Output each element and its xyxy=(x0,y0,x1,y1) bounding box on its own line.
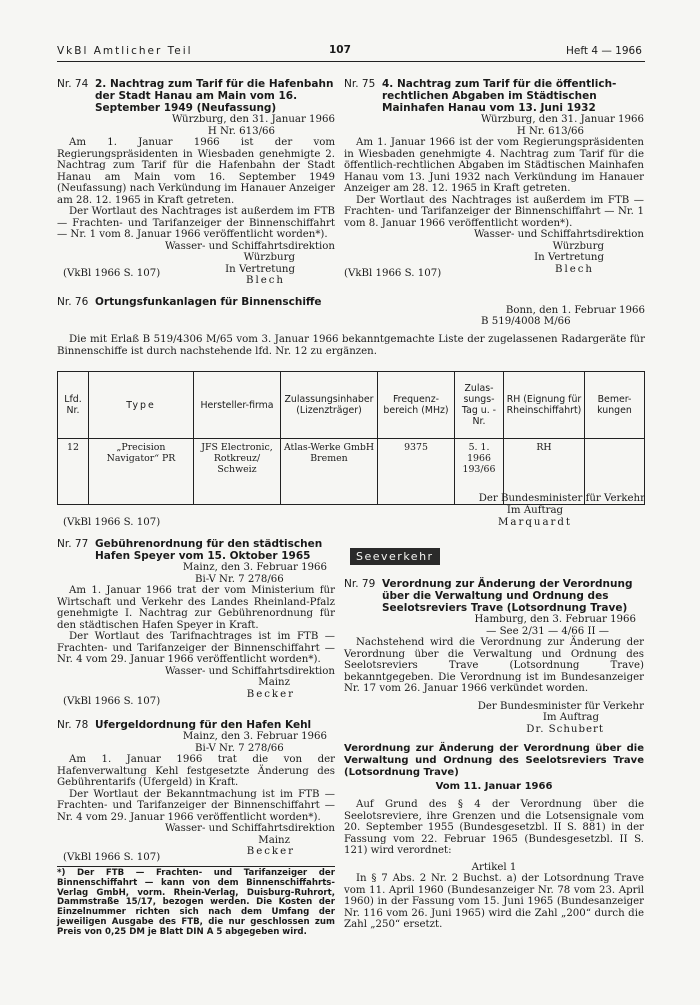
nr77-number: Nr. 77 xyxy=(57,538,89,550)
nr75-ref: H Nr. 613/66 xyxy=(516,125,584,137)
cell-hersteller: JFS Electronic, Rotkreuz/ Schweiz xyxy=(194,439,281,505)
cell-type: „Precision Navigator“ PR xyxy=(89,439,194,505)
col-zulassungsinhaber: Zulassungsinhaber (Lizenzträger) xyxy=(281,372,378,439)
header-left: VkBl Amtlicher Teil xyxy=(57,45,193,57)
nr74-sig1: Wasser- und Schiffahrtsdirektion xyxy=(164,240,335,252)
nr79-vo-date: Vom 11. Januar 1966 xyxy=(435,781,553,792)
cell-lfd-nr: 12 xyxy=(58,439,89,505)
nr74-para1: Am 1. Januar 1966 ist der vom Regierungspräsidenten in Wiesbaden genehmigte 2. Nachtrag zum Tarif für die Hafenbahn der Stadt Hanau am Main vom 16. September 1949 (Neufassung) nach Verkündung im Hanauer Anzeiger am 28. 12. 1965 in Kraft getreten. xyxy=(57,137,335,206)
nr79-art-para: In § 7 Abs. 2 Nr. 2 Buchst. a) der Lotsordnung Trave vom 11. April 1960 (Bundesanzeiger Nr. 78 vom 23. April 1960) in der Fassung vom 15. Juni 1965 (Bundesanzeiger Nr. 116 vom 26. Juni 1965) wird die Zahl „200“ durch die Zahl „250“ ersetzt. xyxy=(344,873,644,930)
col-rh: RH (Eignung für Rheinschiffahrt) xyxy=(504,372,585,439)
nr77-sig1: Wasser- und Schiffahrtsdirektion xyxy=(164,665,335,677)
cell-zulassungstag: 5. 1. 1966 193/66 xyxy=(455,439,504,505)
cell-rh: RH xyxy=(504,439,585,505)
col-bemerkungen: Bemer-kungen xyxy=(585,372,645,439)
col-frequenz: Frequenz-bereich (MHz) xyxy=(378,372,455,439)
section-nr74 xyxy=(57,78,335,287)
nr77-ref: Bi-V Nr. 7 278/66 xyxy=(195,573,284,585)
nr76-sig3: Marquardt xyxy=(497,517,573,528)
nr77-title: Gebührenordnung für den städtischen Hafen Speyer vom 15. Oktober 1965 xyxy=(95,538,323,562)
nr75-cite: (VkBl 1966 S. 107) xyxy=(344,268,442,279)
nr77-sig3: Becker xyxy=(246,688,295,700)
nr75-place-date: Würzburg, den 31. Januar 1966 xyxy=(481,114,644,125)
radar-table-header xyxy=(58,372,645,439)
nr78-sig2: Mainz xyxy=(258,834,290,846)
nr77-para1: Am 1. Januar 1966 trat der vom Ministerium für Wirtschaft und Verkehr des Landes Rheinland-Pfalz genehmigte I. Nachtrag zur Gebührenordnung für den städtischen Hafen Speyer in Kraft. xyxy=(57,585,335,631)
nr79-vo-para: Auf Grund des § 4 der Verordnung über die Seelotsreviere, ihre Grenzen und die Lotsensignale vom 20. September 1955 (Bundesgesetzbl. II S. 881) in der Fassung vom 22. Februar 1965 (Bundesgesetzbl. II S. 121) wird verordnet: xyxy=(344,799,644,856)
nr74-place-date: Würzburg, den 31. Januar 1966 xyxy=(172,114,335,125)
nr74-sig3: In Vertretung xyxy=(225,263,295,275)
nr75-para1: Am 1. Januar 1966 ist der vom Regierungspräsidenten in Wiesbaden genehmigte 4. Nachtrag zum Tarif für die öffentlich-rechtlichen Abgaben im Städtischen Mainhafen Hanau vom 13. Juni 1932 nach Verkündung im Hanauer Anzeiger am 28. 12. 1965 in Kraft getreten. xyxy=(344,137,644,194)
header-right: Heft 4 — 1966 xyxy=(566,45,642,57)
nr79-artikel: Artikel 1 xyxy=(471,861,517,873)
col-hersteller: Hersteller-firma xyxy=(194,372,281,439)
nr75-sig1: Wasser- und Schiffahrtsdirektion xyxy=(473,229,644,240)
nr78-title: Ufergeldordnung für den Hafen Kehl xyxy=(95,719,312,731)
radar-table xyxy=(57,371,645,505)
footnote: *) Der FTB — Frachten- und Tarifanzeiger der Binnenschiffahrt — kann von dem Binnenschiffahrts-Verlag GmbH, vorm. Rhein-Verlag, Duisburg-Ruhrort, Dammstraße 15/17, bezogen werden. Die Kosten der Einzelnummer richten sich nach dem Umfang der jeweiligen Ausgabe des FTB, die nur geschlossen zum Preis von 0,25 DM je Blatt DIN A 5 abgegeben wird. xyxy=(57,868,335,937)
nr77-para2: Der Wortlaut des Tarifnachtrages ist im FTB — Frachten- und Tarifanzeiger der Binnenschiffahrt — Nr. 4 vom 29. Januar 1966 veröffentlicht worden*). xyxy=(57,631,335,665)
nr75-sig4: Blech xyxy=(554,263,594,275)
col-type: Type xyxy=(89,372,194,439)
nr78-sig3: Becker xyxy=(246,846,295,857)
section-nr79 xyxy=(344,578,644,931)
nr79-sig3: Dr. Schubert xyxy=(526,723,604,735)
nr76-sig2: Im Auftrag xyxy=(506,505,564,516)
nr79-sig1: Der Bundesminister für Verkehr xyxy=(477,700,644,712)
nr76-number: Nr. 76 xyxy=(57,296,89,308)
nr74-sig2: Würzburg xyxy=(243,252,295,263)
cell-zulassungsinhaber: Atlas-Werke GmbH Bremen xyxy=(281,439,378,505)
nr79-number: Nr. 79 xyxy=(344,578,376,590)
nr75-title: 4. Nachtrag zum Tarif für die öffentlich-rechtlichen Abgaben im Städtischen Mainhafen Hanau vom 13. Juni 1932 xyxy=(382,78,617,114)
nr74-para2: Der Wortlaut des Nachtrages ist außerdem im FTB — Frachten- und Tarifanzeiger der Binnenschiffahrt — Nr. 1 vom 8. Januar 1966 veröffentlicht worden*). xyxy=(57,206,335,240)
nr76-title: Ortungsfunkanlagen für Binnenschiffe xyxy=(95,296,322,308)
nr76-intro: Die mit Erlaß B 519/4306 M/65 vom 3. Januar 1966 bekanntgemachte Liste der zugelassenen Radargeräte für Binnenschiffe ist durch nachstehende lfd. Nr. 12 zu ergänzen. xyxy=(57,334,645,357)
nr78-sig1: Wasser- und Schiffahrtsdirektion xyxy=(164,823,335,834)
nr78-cite: (VkBl 1966 S. 107) xyxy=(63,852,161,863)
nr78-place-date: Mainz, den 3. Februar 1966 xyxy=(182,731,327,742)
nr74-cite: (VkBl 1966 S. 107) xyxy=(63,268,161,279)
section-heading-seeverkehr: Seeverkehr xyxy=(350,548,440,565)
nr75-para2: Der Wortlaut des Nachtrages ist außerdem im FTB — Frachten- und Tarifanzeiger der Binnenschiffahrt — Nr. 1 vom 8. Januar 1966 veröffentlicht worden*). xyxy=(344,194,644,229)
footnote-rule xyxy=(57,866,335,867)
nr78-para1: Am 1. Januar 1966 trat die von der Hafenverwaltung Kehl festgesetzte Änderung des Gebührentarifs (Ufergeld) in Kraft. xyxy=(57,754,335,788)
nr75-number: Nr. 75 xyxy=(344,78,376,90)
nr75-sig3: In Vertretung xyxy=(534,252,604,263)
nr74-number: Nr. 74 xyxy=(57,78,89,90)
nr75-sig2: Würzburg xyxy=(552,240,604,252)
section-nr77 xyxy=(57,538,335,700)
section-nr75 xyxy=(344,78,644,275)
nr78-ref: Bi-V Nr. 7 278/66 xyxy=(195,742,284,754)
nr76-place-date: Bonn, den 1. Februar 1966 xyxy=(505,305,645,316)
col-zulassungstag: Zulas-sungs-Tag u. -Nr. xyxy=(455,372,504,439)
section-nr78 xyxy=(57,719,335,858)
nr74-title: 2. Nachtrag zum Tarif für die Hafenbahn der Stadt Hanau am Main vom 16. September 1949 (Neufassung) xyxy=(95,78,334,114)
nr77-place-date: Mainz, den 3. Februar 1966 xyxy=(182,562,327,573)
nr79-title: Verordnung zur Änderung der Verordnung über die Verwaltung und Ordnung des Seelotsreviers Trave (Lotsordnung Trave) xyxy=(382,578,633,614)
nr77-sig2: Mainz xyxy=(258,677,290,688)
nr77-cite: (VkBl 1966 S. 107) xyxy=(63,696,161,707)
nr79-para1: Nachstehend wird die Verordnung zur Änderung der Verordnung über die Verwaltung und Ordnung des Seelotsreviers Trave (Lotsordnung Trave) bekanntgegeben. Die Verordnung ist im Bundesanzeiger Nr. 17 vom 26. Januar 1966 verkündet worden. xyxy=(344,637,644,694)
nr74-sig4: Blech xyxy=(245,275,285,286)
nr76-ref: B 519/4008 M/66 xyxy=(481,316,571,327)
nr78-number: Nr. 78 xyxy=(57,719,89,731)
header-rule xyxy=(57,61,645,62)
nr76-cite: (VkBl 1966 S. 107) xyxy=(63,517,161,528)
nr79-sig2: Im Auftrag xyxy=(542,712,599,723)
nr76-sig1: Der Bundesminister für Verkehr xyxy=(478,493,645,504)
col-lfd-nr: Lfd. Nr. xyxy=(58,372,89,439)
page-number: 107 xyxy=(329,44,351,56)
cell-frequenz: 9375 xyxy=(378,439,455,505)
nr78-para2: Der Wortlaut der Bekanntmachung ist im FTB — Frachten- und Tarifanzeiger der Binnenschiffahrt — Nr. 4 vom 29. Januar 1966 veröffentlicht worden*). xyxy=(57,788,335,823)
nr79-ref: — See 2/31 — 4/66 II — xyxy=(486,625,609,637)
nr79-vo-title: Verordnung zur Änderung der Verordnung über die Verwaltung und Ordnung des Seelotsreviers Trave (Lotsordnung Trave) xyxy=(344,743,644,778)
nr79-place-date: Hamburg, den 3. Februar 1966 xyxy=(474,614,636,625)
nr74-ref: H Nr. 613/66 xyxy=(207,125,275,137)
